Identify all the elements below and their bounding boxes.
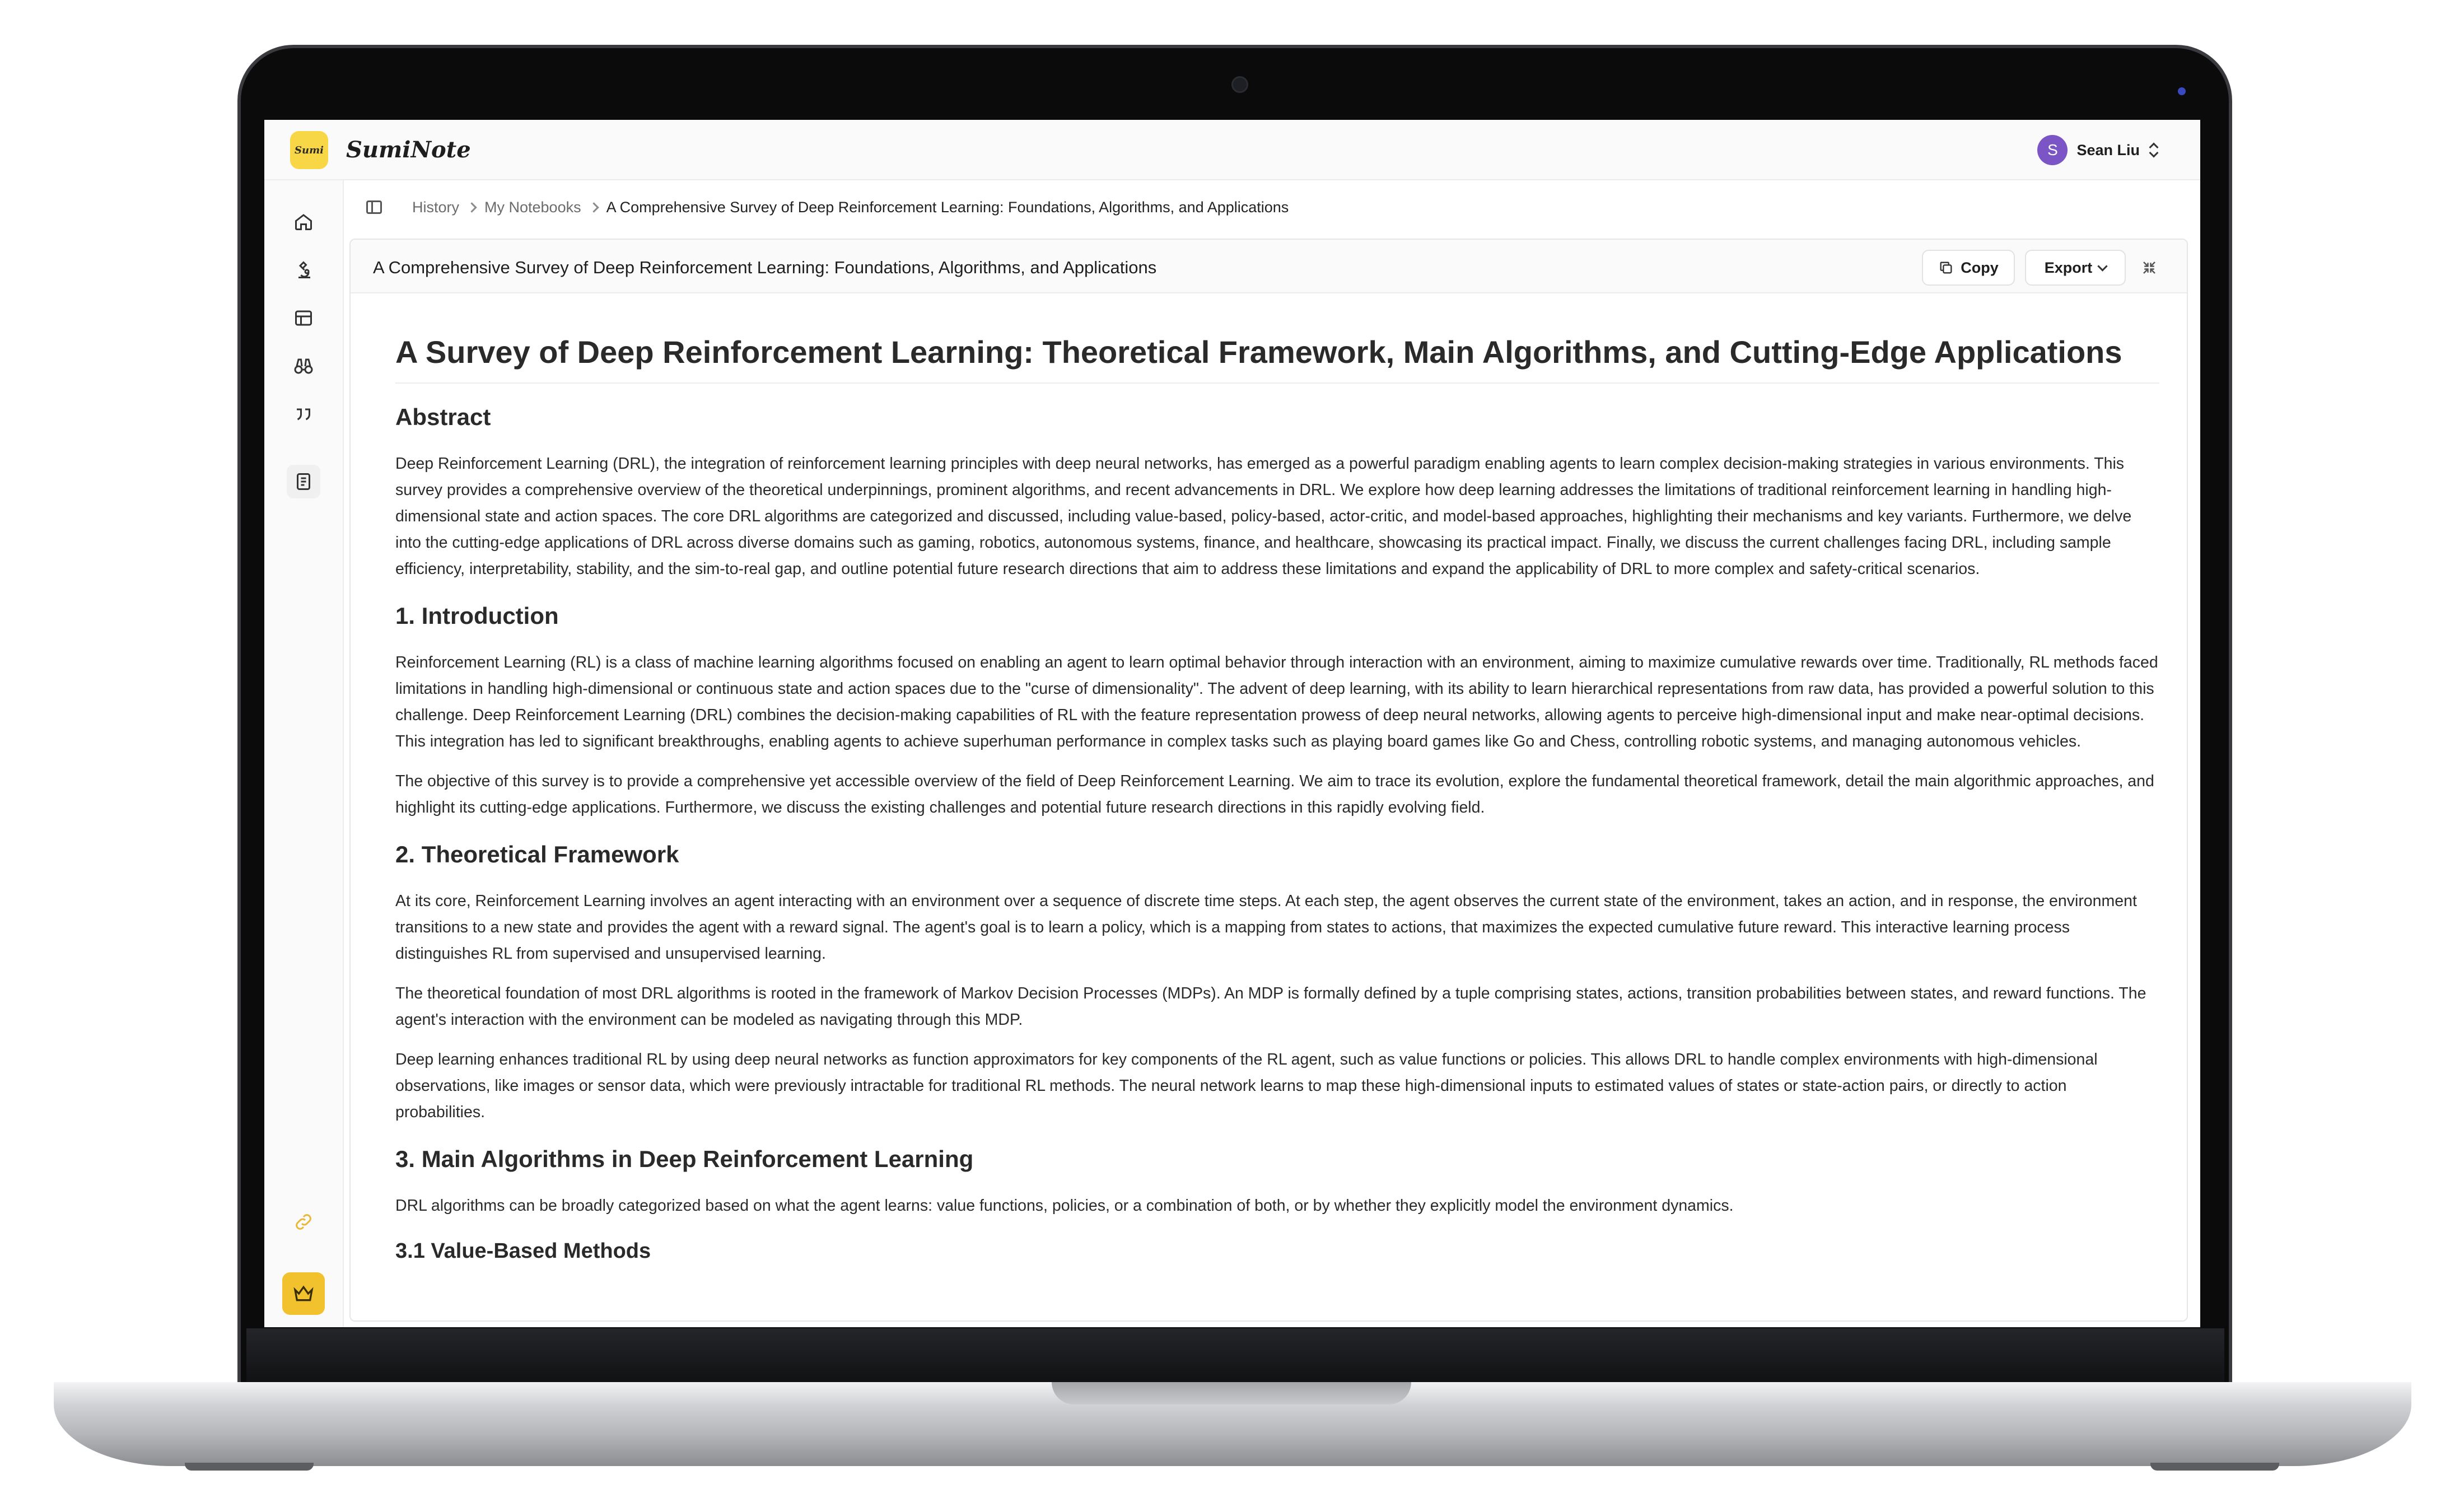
notebook-icon[interactable] xyxy=(287,465,320,498)
app-name[interactable]: SumiNote xyxy=(346,137,471,163)
paragraph: DRL algorithms can be broadly categorized based on what the agent learns: value functions, policies, or a combination of both, or by whether they explicitly model the environment dynamics. xyxy=(395,1197,1734,1215)
export-button[interactable] xyxy=(2025,250,2126,286)
app-window xyxy=(264,120,2200,1327)
link-icon[interactable] xyxy=(287,1205,320,1239)
user-name: Sean Liu xyxy=(2076,141,2140,158)
document-header xyxy=(351,240,2187,293)
table-icon[interactable] xyxy=(287,301,320,335)
document-card xyxy=(349,239,2188,1322)
section-heading-main-algorithms: 3. Main Algorithms in Deep Reinforcement Learning xyxy=(395,1146,974,1172)
export-label: Export xyxy=(2044,259,2093,276)
copy-icon xyxy=(1938,260,1954,276)
home-icon[interactable] xyxy=(287,205,320,239)
paragraph: The objective of this survey is to provide a comprehensive yet accessible overview of the field of Deep Reinforcement Learning. We aim to trace its evolution, explore the fundamental theoretical framework, detail the main algorithmic approaches, and highlight its cutting-edge applications. Furthermore, we discuss the existing challenges and potential future research directions in this rapidly evolving field. xyxy=(395,772,2154,816)
document-body xyxy=(395,293,2159,1263)
section-heading-theoretical-framework: 2. Theoretical Framework xyxy=(395,841,679,867)
section-heading-abstract: Abstract xyxy=(395,404,491,430)
sidebar-toggle-icon[interactable] xyxy=(366,200,382,214)
paragraph: The theoretical foundation of most DRL algorithms is rooted in the framework of Markov Decision Processes (MDPs). An MDP is formally defined by a tuple comprising states, actions, transition probabilities between states, and reward functions. The agent's interaction with the environment can be modeled as navigating through this MDP. xyxy=(395,984,2146,1029)
laptop-chin xyxy=(246,1328,2224,1382)
avatar: S xyxy=(2037,135,2068,165)
document-header-title: A Comprehensive Survey of Deep Reinforcement Learning: Foundations, Algorithms, and Applications xyxy=(373,258,1157,277)
logo-icon[interactable] xyxy=(290,131,328,169)
paragraph: Reinforcement Learning (RL) is a class of machine learning algorithms focused on enabling an agent to learn optimal behavior through interaction with an environment, aiming to maximize cumulative rewards over time. Traditionally, RL methods faced limitations in handling high-dimensional or continuous state and action spaces due to the "curse of dimensionality". The advent of deep learning, with its ability to learn hierarchical representations from raw data, has provided a powerful solution to this challenge. Deep Reinforcement Learning (DRL) combines the decision-making capabilities of RL with the feature representation prowess of deep neural networks, allowing agents to perceive high-dimensional input and make near-optimal decisions. This integration has led to significant breakthroughs, enabling agents to achieve superhuman performance in complex tasks such as playing board games like Go and Chess, controlling robotic systems, and managing autonomous vehicles. xyxy=(395,654,2158,750)
camera-icon xyxy=(1231,76,1248,93)
document-title: A Survey of Deep Reinforcement Learning: Theoretical Framework, Main Algorithms, and Cutting-Edge Applications xyxy=(395,334,2159,384)
abstract-paragraph: Deep Reinforcement Learning (DRL), the integration of reinforcement learning principles with deep neural networks, has emerged as a powerful paradigm enabling agents to learn complex decision-making strategies in various environments. This survey provides a comprehensive overview of the theoretical underpinnings, prominent algorithms, and recent advancements in DRL. We explore how deep learning addresses the limitations of traditional reinforcement learning in handling high-dimensional state and action spaces. The core DRL algorithms are categorized and discussed, including value-based, policy-based, actor-critic, and model-based approaches, highlighting their mechanisms and key variants. Furthermore, we delve into the cutting-edge applications of DRL across diverse domains such as gaming, robotics, autonomous systems, finance, and healthcare, showcasing its practical impact. Finally, we discuss the current challenges facing DRL, including sample efficiency, interpretability, stability, and the sim-to-real gap, and outline potential future research directions that aim to address these limitations and expand the applicability of DRL to more complex and safety-critical scenarios. xyxy=(395,455,2132,578)
subsection-heading-value-based: 3.1 Value-Based Methods xyxy=(395,1239,651,1263)
user-menu[interactable] xyxy=(2037,134,2159,166)
paragraph: At its core, Reinforcement Learning involves an agent interacting with an environment over a sequence of discrete time steps. At each step, the agent observes the current state of the environment, takes an action, and in response, the environment transitions to a new state and provides the agent with a reward signal. The agent's goal is to learn a policy, which is a mapping from states to actions, that maximizes the expected cumulative future reward. This interactive learning process distinguishes RL from supervised and unsupervised learning. xyxy=(395,892,2137,963)
paragraph: Deep learning enhances traditional RL by using deep neural networks as function approximators for key components of the RL agent, such as value functions or policies. This allows DRL to handle complex environments with high-dimensional observations, like images or sensor data, which were previously intractable for traditional RL methods. The neural network learns to map these high-dimensional inputs to estimated values of states or state-action pairs, or directly to action probabilities. xyxy=(395,1051,2098,1121)
collapse-icon[interactable] xyxy=(2137,255,2162,280)
copy-label: Copy xyxy=(1961,259,1999,276)
logo-badge-text: Sumi xyxy=(295,144,324,156)
chevron-down-icon xyxy=(2098,261,2108,271)
camera-indicator-icon xyxy=(2178,87,2186,95)
laptop-notch xyxy=(1052,1382,1411,1404)
sidebar xyxy=(264,180,344,1327)
microscope-icon[interactable] xyxy=(287,253,320,287)
top-bar xyxy=(264,120,2200,180)
crown-icon[interactable] xyxy=(282,1272,325,1315)
copy-button[interactable] xyxy=(1922,250,2015,286)
breadcrumb-history[interactable]: History xyxy=(412,198,460,216)
laptop-foot xyxy=(2150,1463,2279,1471)
breadcrumb-notebooks[interactable]: My Notebooks xyxy=(484,198,581,216)
quote-icon[interactable] xyxy=(287,398,320,431)
breadcrumb-current: A Comprehensive Survey of Deep Reinforcement Learning: Foundations, Algorithms, and Applications xyxy=(606,198,1289,216)
chevron-up-down-icon xyxy=(2149,142,2159,158)
binoculars-icon[interactable] xyxy=(287,349,320,383)
chevron-right-icon xyxy=(466,202,477,212)
breadcrumb xyxy=(366,194,1289,221)
section-heading-introduction: 1. Introduction xyxy=(395,603,559,629)
chevron-right-icon xyxy=(589,202,599,212)
laptop-foot xyxy=(185,1463,314,1471)
